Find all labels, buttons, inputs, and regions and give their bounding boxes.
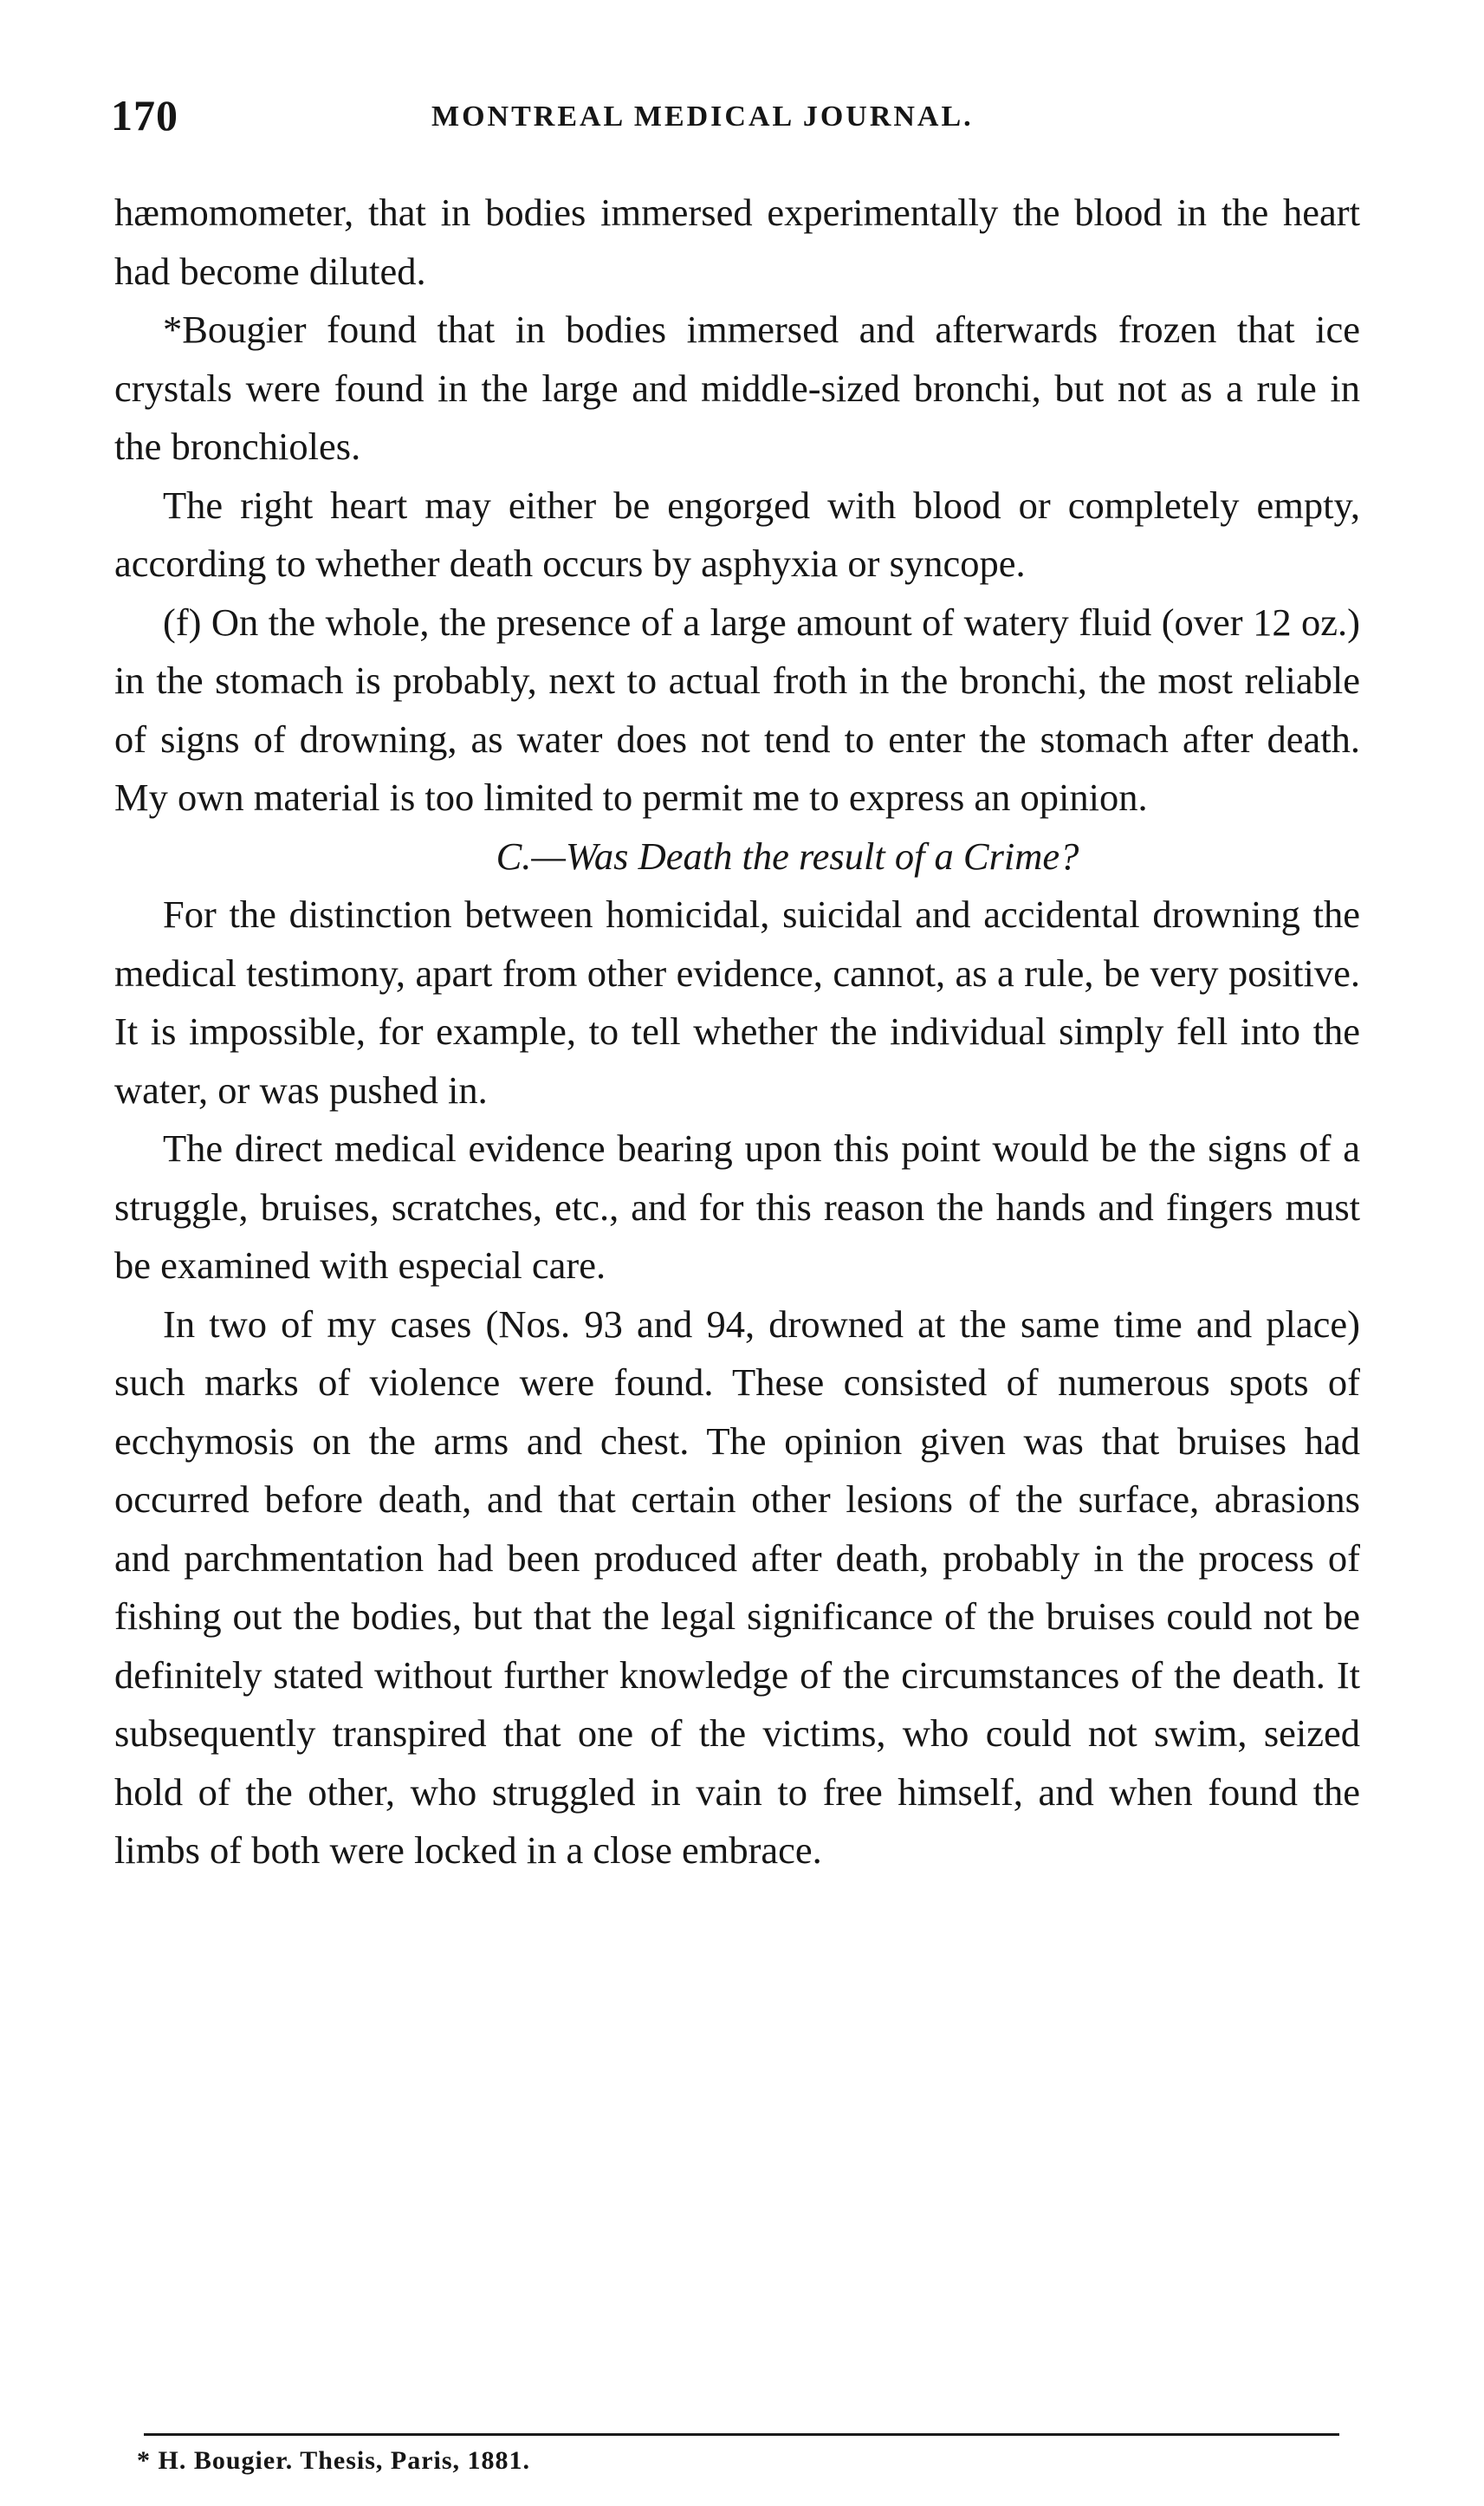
paragraph-bougier-finding: *Bougier found that in bodies immersed and afterwards frozen that ice crystals were found in the large and middle-sized bronchi, but not as a rule in the bronchioles. — [114, 308, 1360, 468]
journal-title: MONTREAL MEDICAL JOURNAL. — [431, 101, 974, 133]
body-text — [114, 184, 1360, 1880]
paragraph-case-report: In two of my cases (Nos. 93 and 94, drowned at the same time and place) such marks of violence were found. These consisted of numerous spots of ecchymosis on the arms and chest. The opinion given was that bruises had occurred before death, and that certain other lesions of the surface, abrasions and parchmentation had been produced after death, probably in the process of fishing out the bodies, but that the legal significance of the bruises could not be definitely stated without further knowledge of the circumstances of the death. It subsequently transpired that one of the victims, who could not swim, seized hold of the other, who struggled in vain to free himself, and when found the limbs of both were locked in a close embrace. — [114, 1302, 1360, 1872]
paragraph-direct-evidence: The direct medical evidence bearing upon this point would be the signs of a struggle, bruises, scratches, etc., and for this reason the hands and fingers must be examined with especial care. — [114, 1126, 1360, 1287]
section-subheading: C.—Was Death the result of a Crime? — [496, 834, 1079, 878]
paragraph-stomach-fluid: (f) On the whole, the presence of a large amount of watery fluid (over 12 oz.) in the stomach is probably, next to actual froth in the bronchi, the most reliable of signs of drowning, as water does not tend to enter the stomach after death. My own material is too limited to permit me to express an opinion. — [114, 600, 1360, 819]
page-number: 170 — [111, 91, 178, 140]
footnote-rule — [144, 2433, 1339, 2436]
paragraph-homicidal-distinction: For the distinction between homicidal, suicidal and accidental drowning the medical testimony, apart from other evidence, cannot, as a rule, be very positive. It is impossible, for example, to tell whether the individual simply fell into the water, or was pushed in. — [114, 893, 1360, 1112]
running-head — [111, 90, 1358, 151]
footnote: * H. Bougier. Thesis, Paris, 1881. — [137, 2446, 531, 2475]
paragraph-haemomometer: hæmomometer, that in bodies immersed experimentally the blood in the heart had become diluted. — [114, 191, 1360, 293]
paragraph-right-heart: The right heart may either be engorged with blood or completely empty, according to whether death occurs by asphyxia or syncope. — [114, 483, 1360, 585]
